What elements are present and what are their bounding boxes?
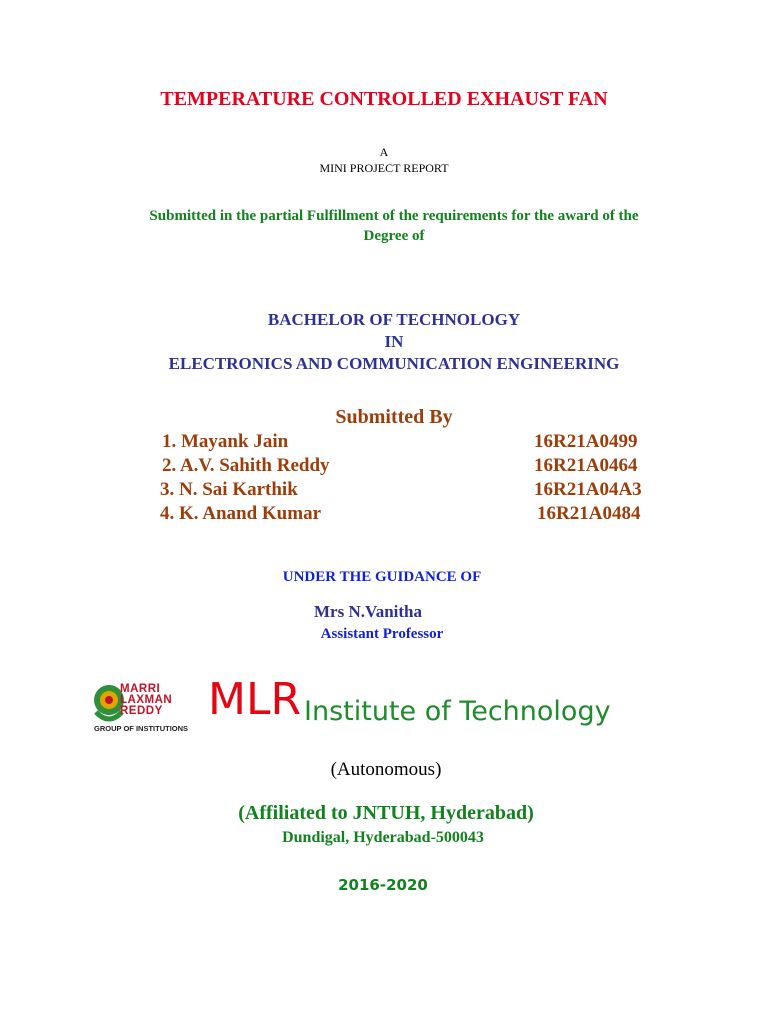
institute-affiliation: (Affiliated to JNTUH, Hyderabad) <box>238 802 534 824</box>
institute-status: (Autonomous) <box>330 759 442 780</box>
degree-in: IN <box>384 332 404 351</box>
student-name: 3. N. Sai Karthik <box>160 479 298 500</box>
institute-logo <box>92 680 202 738</box>
submission-statement: Submitted in the partial Fulfillment of the requirements for the award of the <box>149 208 639 224</box>
student-name: 1. Mayank Jain <box>162 431 289 452</box>
guide-name: Mrs N.Vanitha <box>314 602 422 621</box>
institute-logo-banner <box>92 674 692 750</box>
degree-name: BACHELOR OF TECHNOLOGY <box>267 310 521 329</box>
student-roll: 16R21A04A3 <box>534 479 642 500</box>
guidance-heading: UNDER THE GUIDANCE OF <box>282 569 482 585</box>
student-name: 2. A.V. Sahith Reddy <box>162 455 330 476</box>
student-name: 4. K. Anand Kumar <box>160 503 322 524</box>
guide-title: Assistant Professor <box>320 626 444 642</box>
logo-word: LAXMAN <box>120 694 173 706</box>
logo-word: REDDY <box>120 705 163 717</box>
student-roll: 16R21A0484 <box>537 503 641 524</box>
logo-wordmark <box>120 684 172 717</box>
logo-group-label: GROUP OF INSTITUTIONS <box>94 724 189 733</box>
institute-address: Dundigal, Hyderabad-500043 <box>282 829 484 846</box>
submitted-by-heading: Submitted By <box>335 406 453 428</box>
degree-branch: ELECTRONICS AND COMMUNICATION ENGINEERING <box>168 354 620 373</box>
report-title: TEMPERATURE CONTROLLED EXHAUST FAN <box>160 88 608 110</box>
institute-acronym: MLR <box>208 674 302 725</box>
student-roll: 16R21A0464 <box>534 455 638 476</box>
academic-years: 2016-2020 <box>338 876 428 894</box>
report-type: MINI PROJECT REPORT <box>319 161 449 175</box>
submission-degree: Degree of <box>363 228 425 244</box>
report-article: A <box>379 145 389 159</box>
logo-word: MARRI <box>120 683 161 695</box>
student-roll: 16R21A0499 <box>534 431 638 452</box>
institute-name: Institute of Technology <box>304 696 611 727</box>
